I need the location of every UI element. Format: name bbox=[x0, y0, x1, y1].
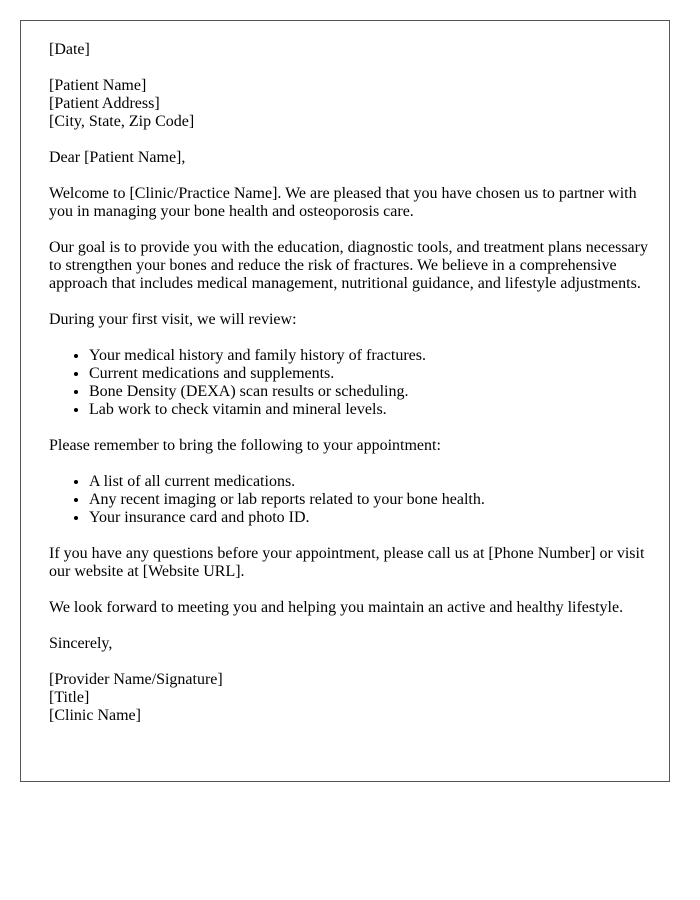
list-item: • A list of all current medications. bbox=[89, 473, 649, 491]
signature-block bbox=[49, 671, 649, 725]
list-item: • Your medical history and family history of fractures. bbox=[89, 347, 649, 365]
paragraph-look-forward: We look forward to meeting you and helping you maintain an active and healthy lifestyle. bbox=[49, 599, 624, 616]
paragraph-questions: If you have any questions before your appointment, please call us at [Phone Number] or visit our website at [Website URL]. bbox=[49, 545, 645, 580]
paragraph-first-visit: During your first visit, we will review: bbox=[49, 311, 297, 328]
city-state-zip: [City, State, Zip Code] bbox=[49, 113, 195, 130]
list-item: • Lab work to check vitamin and mineral levels. bbox=[89, 401, 649, 419]
review-list bbox=[49, 347, 649, 419]
recipient-address bbox=[49, 77, 649, 131]
list-item: • Your insurance card and photo ID. bbox=[89, 509, 649, 527]
paragraph-bring: Please remember to bring the following to your appointment: bbox=[49, 437, 441, 454]
bring-list bbox=[49, 473, 649, 527]
clinic-name: [Clinic Name] bbox=[49, 707, 141, 724]
paragraph-goal: Our goal is to provide you with the education, diagnostic tools, and treatment plans necessary to strengthen your bones and reduce the risk of fractures. We believe in a comprehensive approach that includes medical management, nutritional guidance, and lifestyle adjustments. bbox=[49, 239, 648, 292]
provider-title: [Title] bbox=[49, 689, 90, 706]
paragraph-welcome: Welcome to [Clinic/Practice Name]. We are pleased that you have chosen us to partner with you in managing your bone health and osteoporosis care. bbox=[49, 185, 637, 220]
letter bbox=[20, 20, 670, 782]
list-item: • Current medications and supplements. bbox=[89, 365, 649, 383]
provider-name: [Provider Name/Signature] bbox=[49, 671, 223, 688]
salutation: Dear [Patient Name], bbox=[49, 149, 186, 166]
list-item: • Any recent imaging or lab reports related to your bone health. bbox=[89, 491, 649, 509]
patient-address: [Patient Address] bbox=[49, 95, 160, 112]
closing: Sincerely, bbox=[49, 635, 113, 652]
list-item: • Bone Density (DEXA) scan results or scheduling. bbox=[89, 383, 649, 401]
date: [Date] bbox=[49, 41, 90, 58]
patient-name: [Patient Name] bbox=[49, 77, 147, 94]
